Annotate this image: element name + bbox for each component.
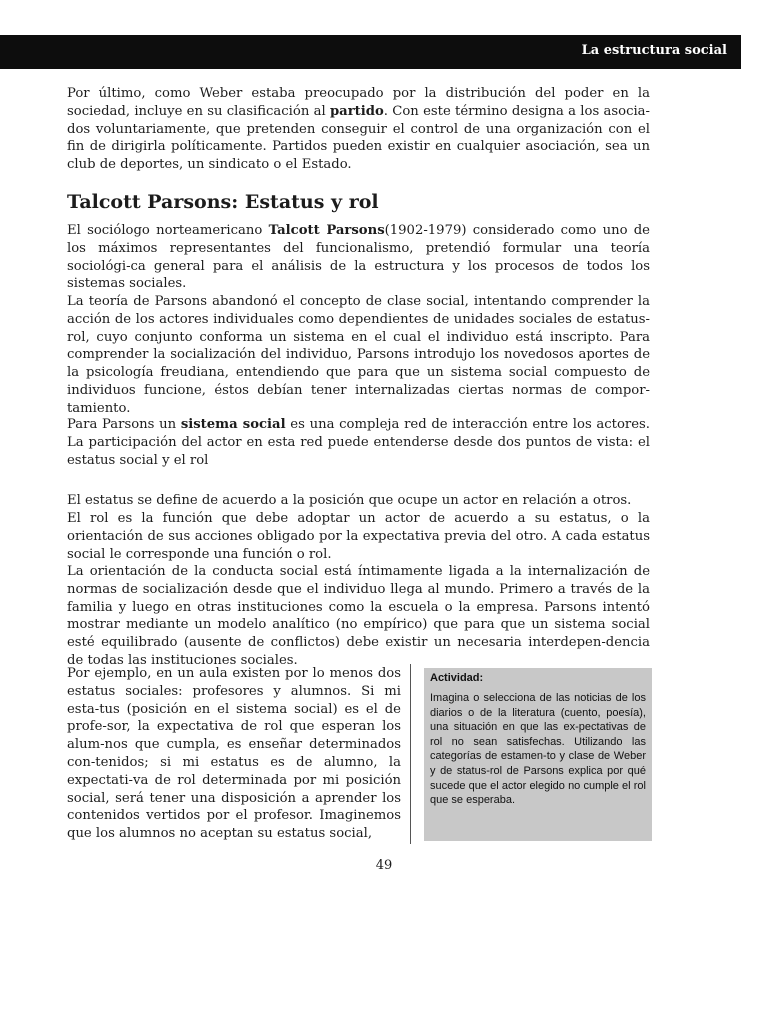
activity-title: Actividad: [430,672,484,684]
parsons-name-bold: Talcott Parsons [268,223,385,238]
page-number: 49 [375,858,393,873]
intro-bold-partido: partido [329,103,384,119]
section-heading: Talcott Parsons: Estatus y rol [67,191,379,213]
social-system-bold: sistema social [180,417,286,432]
parsons-theory-paragraph: La teoría de Parsons abandonó el concepto de clase social, intentando comprender la acción de los actores individuales como dependientes de unidades sociales de estatus-rol, cuyo conjunto conforma un sistema en el cual el individuo está inscripto. Para comprender la socialización del individuo, Parsons introdujo los novedosos aportes de la psicología freudiana, entendiendo que para que un sistema social compuesto de individuos funcione, éstos debían tener internalizadas ciertas normas de compor-tamiento. [67,294,650,416]
intro-text-2: . Con este término designa a los asocia-dos voluntariamente, que pretenden conseguir el control de una organización con el fin de dirigirla políticamente. Partidos pueden existir en cualquier asociación, sea un club de deportes, un sindicato o el Estado. [67,103,650,173]
social-system-text-2: es una compleja red de interacción entre los actores. La participación del actor en esta red puede entenderse desde dos puntos de vista: el estatus social y el rol [67,417,650,468]
classroom-example-paragraph: Por ejemplo, en un aula existen por lo menos dos estatus sociales: profesores y alumnos. Si mi esta-tus (posición en el sistema social) es el de profe-sor, la expectativa de rol que esperan los alum-nos que cumpla, es enseñar determinados con-tenidos; si mi estatus es de alumno, la expectati-va de rol determinada por mi posición social, será tener una disposición a aprender los contenidos vertidos por el profesor. Imaginemos que los alumnos no aceptan su estatus social, [67,666,401,842]
social-system-text-1: Para Parsons un [67,417,181,432]
running-header-title: La estructura social [581,43,727,58]
intro-paragraph [67,85,650,174]
social-conduct-paragraph: La orientación de la conducta social está íntimamente ligada a la internalización de normas de socialización desde que el individuo llega al mundo. Primero a través de la familia y luego en otras instituciones como la escuela o la empresa. Parsons intentó mostrar mediante un modelo analítico (no empírico) que para que un sistema social esté equilibrado (ausente de conflictos) debe existir un necesaria interdepen-dencia de todas las instituciones sociales. [67,564,650,668]
intro-text-1: Por último, como Weber estaba preocupado por la distribución del poder en la sociedad, incluye en su clasificación al [67,86,650,119]
status-definition-paragraph: El estatus se define de acuerdo a la posición que ocupe un actor en relación a otros. [67,493,632,508]
social-system-paragraph [67,416,650,469]
parsons-intro-text-2: (1902-1979) considerado como uno de los máximos representantes del funcionalismo, pretendió formular una teoría sociológi-ca general para el análisis de la estructura y los procesos de todos los sistemas sociales. [67,223,650,292]
activity-box [424,668,652,841]
column-divider [410,664,411,844]
activity-body: Imagina o selecciona de las noticias de los diarios o de la literatura (cuento, poesía), una situación en que las ex-pectativas de rol no sean satisfechas. Utilizando las categorías de estamen-to y clase de Weber y de status-rol de Parsons explica por qué sucede que el actor elegido no cumple el rol que se esperaba. [430,692,646,807]
header-bar [0,35,741,69]
parsons-intro-paragraph [67,222,650,293]
role-definition-paragraph: El rol es la función que debe adoptar un actor de acuerdo a su estatus, o la orientación de sus acciones obligado por la expectativa previa del otro. A cada estatus social le corresponde una función o rol. [67,511,650,562]
parsons-intro-text-1: El sociólogo norteamericano [67,223,269,238]
